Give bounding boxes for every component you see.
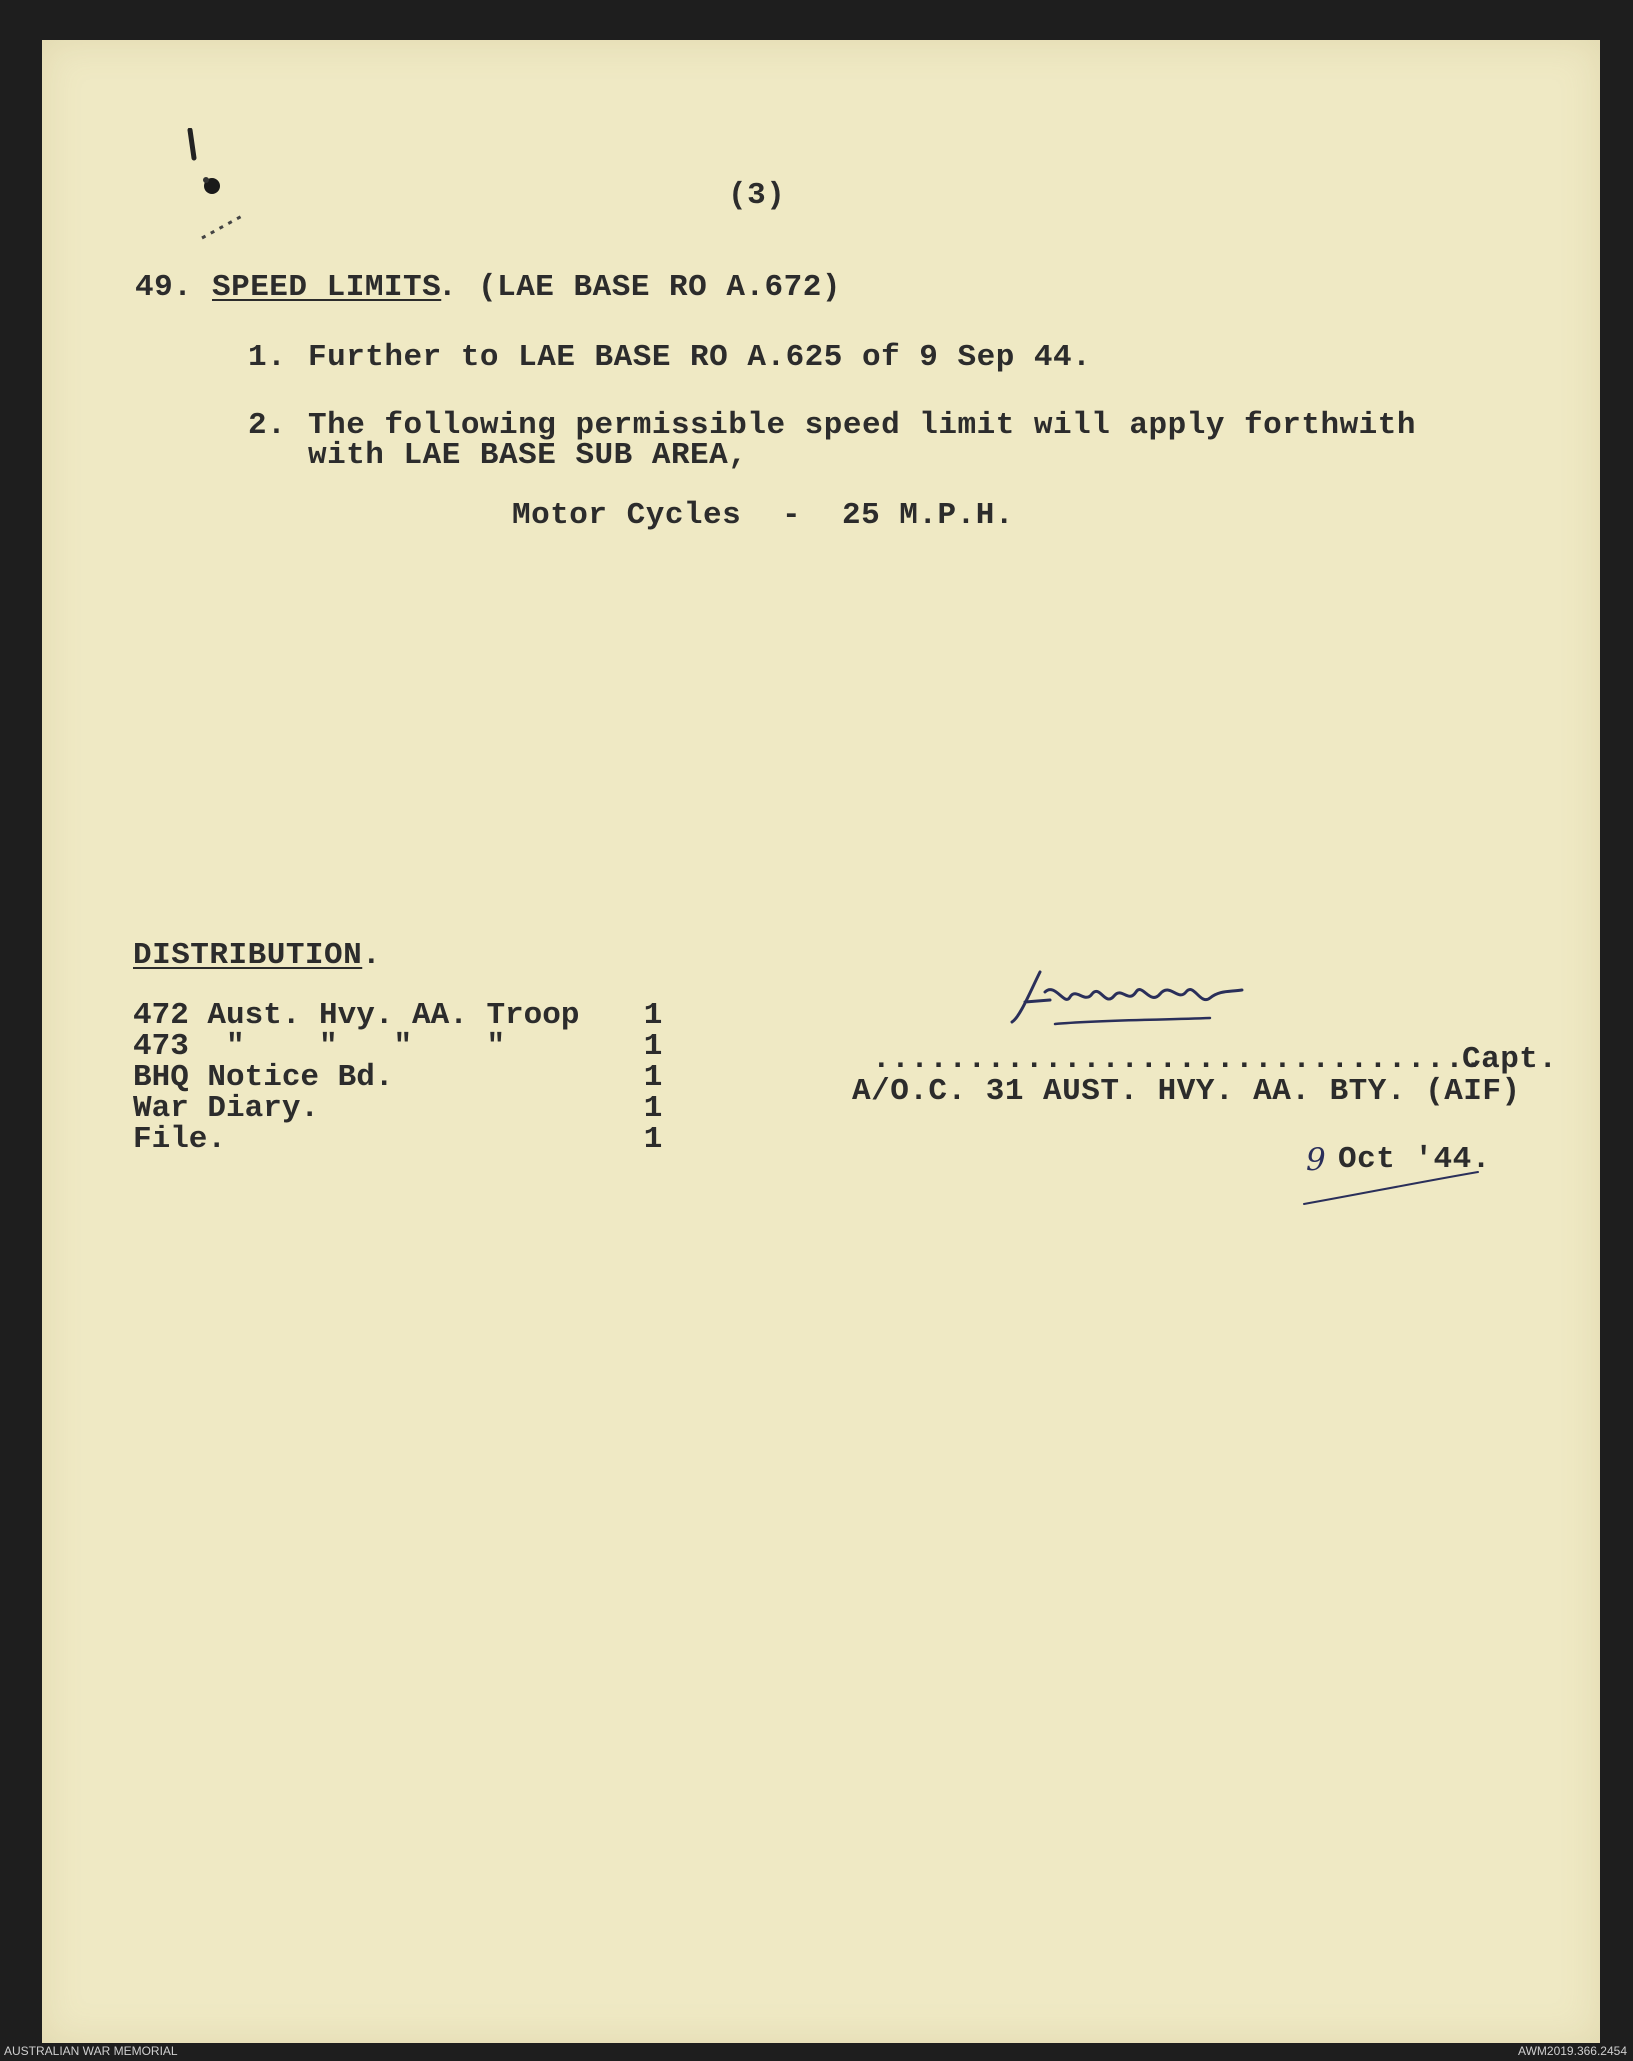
distribution-unit: 473 " " " "	[133, 1029, 506, 1064]
section-heading: SPEED LIMITS	[212, 270, 442, 305]
distribution-heading-period: .	[362, 938, 382, 973]
signature-title: A/O.C. 31 AUST. HVY. AA. BTY. (AIF)	[852, 1074, 1521, 1109]
footer-left: AUSTRALIAN WAR MEMORIAL	[4, 2044, 178, 2058]
section-reference: (LAE BASE RO A.672)	[478, 270, 841, 305]
page-number: (3)	[728, 178, 786, 213]
signature-dots: ................................	[872, 1042, 1484, 1077]
date-day-handwritten: 9	[1306, 1142, 1327, 1178]
distribution-qty: 1	[643, 1060, 663, 1095]
distribution-row	[133, 1124, 673, 1155]
speed-limit-value: 25 M.P.H.	[842, 498, 1014, 533]
distribution-qty: 1	[643, 1091, 663, 1126]
distribution-qty: 1	[643, 1122, 663, 1157]
distribution-list	[133, 1000, 673, 1155]
speed-dash: -	[782, 498, 802, 533]
paragraph-2-text: The following permissible speed limit will apply forthwith	[308, 408, 1416, 443]
distribution-qty: 1	[643, 998, 663, 1033]
stain-marks	[182, 128, 262, 258]
section-number: 49.	[135, 270, 193, 305]
distribution-unit: War Diary.	[133, 1091, 320, 1126]
distribution-unit: 472 Aust. Hvy. AA. Troop	[133, 998, 580, 1033]
paragraph-1-text: Further to LAE BASE RO A.625 of 9 Sep 44.	[308, 340, 1092, 375]
paragraph-2-number: 2.	[248, 408, 287, 443]
distribution-unit: BHQ Notice Bd.	[133, 1060, 394, 1095]
paragraph-2-continuation: with LAE BASE SUB AREA,	[308, 438, 748, 473]
paragraph-1-number: 1.	[248, 340, 287, 375]
distribution-row	[133, 1031, 673, 1062]
distribution-row	[133, 1062, 673, 1093]
distribution-heading: DISTRIBUTION	[133, 938, 363, 973]
signature	[1010, 962, 1270, 1032]
distribution-unit: File.	[133, 1122, 227, 1157]
distribution-qty: 1	[643, 1029, 663, 1064]
speed-vehicle: Motor Cycles	[512, 498, 742, 533]
date-typed: Oct '44.	[1338, 1142, 1491, 1177]
section-heading-period: .	[438, 270, 458, 305]
footer-right: AWM2019.366.2454	[1518, 2044, 1627, 2058]
distribution-row	[133, 1000, 673, 1031]
signature-rank: Capt.	[1462, 1042, 1558, 1077]
distribution-row	[133, 1093, 673, 1124]
date-underline	[1300, 1168, 1480, 1208]
